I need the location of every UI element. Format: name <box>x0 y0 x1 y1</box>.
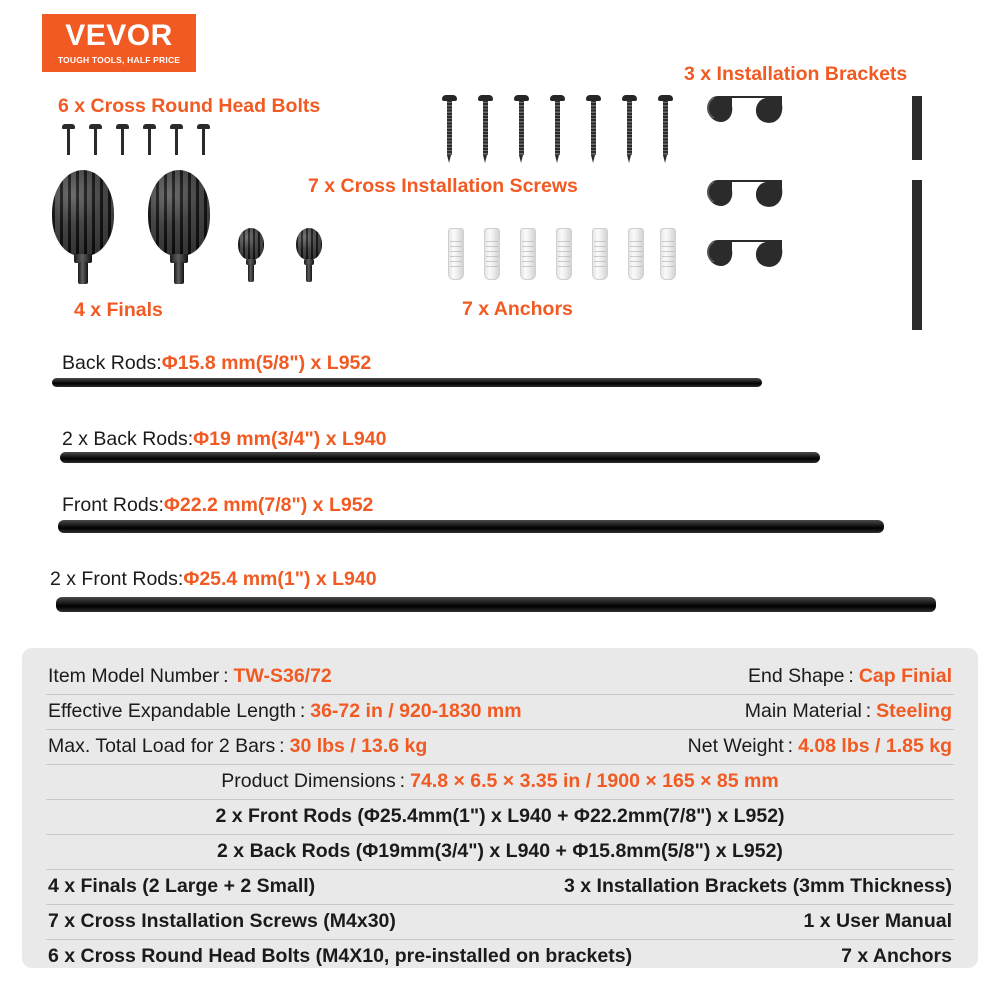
logo-tagline: TOUGH TOOLS, HALF PRICE <box>57 55 181 65</box>
spec-val-weight: 4.08 lbs / 1.85 kg <box>798 735 952 757</box>
anchor-icon <box>556 228 572 280</box>
spec-text-front-rods: 2 x Front Rods (Φ25.4mm(1") x L940 + Φ22.2mm(7/8") x L952) <box>215 805 785 827</box>
rod-spec-2: Φ19 mm(3/4") x L940 <box>193 428 387 450</box>
spec-table <box>22 648 978 968</box>
spec-row-front-rods <box>46 800 954 835</box>
spec-key-model: Item Model Number : <box>48 665 229 687</box>
spec-text-finials: 4 x Finals (2 Large + 2 Small) <box>48 875 316 897</box>
rod-sep-4: : <box>177 568 184 590</box>
spec-row-screws-manual <box>46 905 954 940</box>
rod-sep-3: : <box>158 494 164 516</box>
anchor-icon <box>448 228 464 280</box>
spec-row-length <box>46 695 954 730</box>
rod-graphic-3 <box>58 520 884 533</box>
installation-bracket-icon <box>700 232 980 347</box>
spec-text-screws: 7 x Cross Installation Screws (M4x30) <box>48 910 396 932</box>
anchor-icon <box>628 228 644 280</box>
rod-name-4: 2 x Front Rods <box>50 568 178 590</box>
spec-key-end-shape: End Shape : <box>747 665 854 687</box>
anchor-icon <box>520 228 536 280</box>
callout-brackets: 3 x Installation Brackets <box>684 63 908 85</box>
rod-spec-3: Φ22.2 mm(7/8") x L952 <box>163 494 374 516</box>
rod-name-2: 2 x Back Rods <box>62 428 188 450</box>
rod-name-1: Back Rods <box>62 352 157 374</box>
rod-label-4 <box>50 568 377 591</box>
spec-key-load: Max. Total Load for 2 Bars : <box>48 735 285 757</box>
rod-label-2 <box>62 428 386 451</box>
spec-val-model: TW-S36/72 <box>233 665 332 687</box>
spec-val-dimensions: 74.8 × 6.5 × 3.35 in / 1900 × 165 × 85 mm <box>410 770 779 792</box>
anchor-icon <box>592 228 608 280</box>
rod-label-3 <box>62 494 373 517</box>
installation-bracket-icon <box>700 88 980 173</box>
rod-graphic-1 <box>52 378 762 387</box>
spec-text-manual: 1 x User Manual <box>803 910 952 932</box>
callout-anchors: 7 x Anchors <box>462 298 573 320</box>
spec-val-end-shape: Cap Finial <box>858 665 952 687</box>
anchor-icon <box>484 228 500 280</box>
rod-graphic-2 <box>60 452 820 463</box>
spec-text-brackets: 3 x Installation Brackets (3mm Thickness) <box>564 875 952 897</box>
spec-row-finials-brackets <box>46 870 954 905</box>
callout-screws: 7 x Cross Installation Screws <box>308 175 578 197</box>
spec-key-weight: Net Weight : <box>687 735 794 757</box>
spec-row-bolts-anchors <box>46 940 954 974</box>
spec-row-load <box>46 730 954 765</box>
spec-row-model <box>46 660 954 695</box>
logo-wordmark: VEVOR <box>65 19 173 52</box>
rod-sep-1: : <box>156 352 162 374</box>
rod-spec-4: Φ25.4 mm(1") x L940 <box>183 568 377 590</box>
vevor-logo <box>42 14 196 72</box>
spec-text-anchors: 7 x Anchors <box>841 945 952 967</box>
spec-row-back-rods <box>46 835 954 870</box>
rod-name-3: Front Rods <box>62 494 159 516</box>
rod-spec-1: Φ15.8 mm(5/8") x L952 <box>161 352 372 374</box>
spec-val-material: Steeling <box>876 700 952 722</box>
spec-text-bolts: 6 x Cross Round Head Bolts (M4X10, pre-installed on brackets) <box>48 945 633 967</box>
spec-row-dimensions <box>46 765 954 800</box>
callout-bolts: 6 x Cross Round Head Bolts <box>58 95 321 117</box>
spec-text-back-rods: 2 x Back Rods (Φ19mm(3/4") x L940 + Φ15.8mm(5/8") x L952) <box>217 840 783 862</box>
spec-key-material: Main Material : <box>744 700 872 722</box>
callout-finials: 4 x Finals <box>74 299 163 321</box>
spec-val-length: 36-72 in / 920-1830 mm <box>310 700 522 722</box>
spec-val-load: 30 lbs / 13.6 kg <box>289 735 428 757</box>
rod-label-1 <box>62 352 371 375</box>
spec-key-dimensions: Product Dimensions : <box>221 770 406 792</box>
anchor-icon <box>660 228 676 280</box>
rod-sep-2: : <box>187 428 194 450</box>
rod-graphic-4 <box>56 597 936 612</box>
spec-key-length: Effective Expandable Length : <box>48 700 306 722</box>
